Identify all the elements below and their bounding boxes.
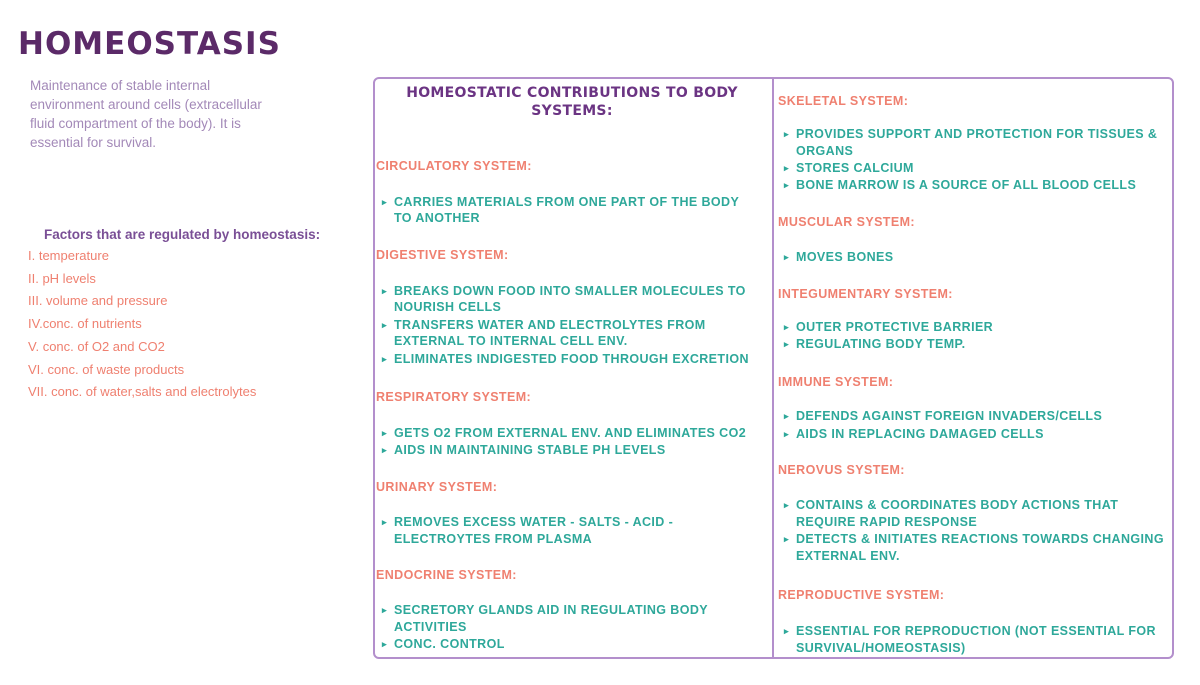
digestive-heading: DIGESTIVE SYSTEM: (376, 248, 509, 262)
endocrine-heading: ENDOCRINE SYSTEM: (376, 568, 517, 582)
bullet-text: DETECTS & INITIATES REACTIONS TOWARDS CHANGING (796, 532, 1164, 546)
systems-table-title-line: SYSTEMS: (531, 103, 613, 119)
nervous-item (784, 532, 1164, 546)
urinary-item (382, 515, 673, 529)
digestive-item (382, 318, 706, 332)
definition-line: Maintenance of stable internal (30, 78, 211, 93)
circulatory-heading: CIRCULATORY SYSTEM: (376, 159, 532, 173)
circulatory-item (382, 195, 739, 209)
bullet-text: BREAKS DOWN FOOD INTO SMALLER MOLECULES TO (394, 284, 746, 298)
bullet-text: AIDS IN MAINTAINING STABLE PH LEVELS (394, 443, 666, 457)
bullet-text: PROVIDES SUPPORT AND PROTECTION FOR TISSUES & (796, 127, 1158, 141)
endocrine-item-continued: ACTIVITIES (394, 620, 467, 634)
nervous-item-continued: EXTERNAL ENV. (796, 549, 900, 563)
definition-paragraph (30, 76, 330, 152)
integumentary-item (784, 337, 966, 351)
respiratory-heading: RESPIRATORY SYSTEM: (376, 390, 532, 404)
bullet-marker-icon: ▸ (784, 626, 789, 636)
reproductive-heading: REPRODUCTIVE SYSTEM: (778, 588, 945, 602)
factor-item: II. pH levels (28, 270, 96, 286)
nervous-heading: NEROVUS SYSTEM: (778, 463, 905, 477)
endocrine-item (382, 637, 505, 651)
respiratory-item (382, 426, 746, 440)
bullet-text: TRANSFERS WATER AND ELECTROLYTES FROM (394, 318, 706, 332)
bullet-text: OUTER PROTECTIVE BARRIER (796, 320, 994, 334)
circulatory-item-continued: TO ANOTHER (394, 211, 480, 225)
bullet-marker-icon: ▸ (784, 411, 789, 421)
bullet-text: CONTAINS & COORDINATES BODY ACTIONS THAT (796, 498, 1119, 512)
endocrine-item (382, 603, 708, 617)
bullet-text: MOVES BONES (796, 250, 894, 264)
bullet-marker-icon: ▸ (382, 605, 387, 615)
urinary-heading: URINARY SYSTEM: (376, 480, 498, 494)
immune-heading: IMMUNE SYSTEM: (778, 375, 894, 389)
nervous-item-continued: REQUIRE RAPID RESPONSE (796, 515, 978, 529)
integumentary-item (784, 320, 993, 334)
bullet-marker-icon: ▸ (784, 534, 789, 544)
bullet-text: GETS O2 FROM EXTERNAL ENV. AND ELIMINATES CO2 (394, 426, 747, 440)
bullet-marker-icon: ▸ (784, 339, 789, 349)
bullet-marker-icon: ▸ (382, 428, 387, 438)
factor-item: V. conc. of O2 and CO2 (28, 338, 165, 354)
bullet-text: DEFENDS AGAINST FOREIGN INVADERS/CELLS (796, 409, 1103, 423)
factor-item: III. volume and pressure (28, 293, 168, 309)
bullet-text: CARRIES MATERIALS FROM ONE PART OF THE BODY (394, 195, 740, 209)
definition-line: essential for survival. (30, 135, 157, 150)
digestive-item (382, 284, 746, 298)
digestive-item (382, 352, 749, 366)
urinary-item-continued: ELECTROYTES FROM PLASMA (394, 532, 593, 546)
bullet-marker-icon: ▸ (382, 354, 387, 364)
page-title: HOMEOSTASIS (18, 26, 281, 62)
systems-table-title (376, 84, 768, 120)
bullet-text: AIDS IN REPLACING DAMAGED CELLS (796, 427, 1044, 441)
reproductive-item-continued: SURVIVAL/HOMEOSTASIS) (796, 641, 966, 655)
bullet-text: ESSENTIAL FOR REPRODUCTION (NOT ESSENTIAL FOR (796, 624, 1156, 638)
bullet-marker-icon: ▸ (784, 163, 789, 173)
digestive-item-continued: NOURISH CELLS (394, 300, 502, 314)
bullet-text: CONC. CONTROL (394, 637, 505, 651)
digestive-item-continued: EXTERNAL TO INTERNAL CELL ENV. (394, 334, 628, 348)
factors-list (28, 245, 256, 404)
factor-item: I. temperature (28, 248, 109, 263)
factors-heading: Factors that are regulated by homeostasis: (44, 227, 321, 242)
skeletal-item (784, 161, 914, 175)
immune-item (784, 427, 1044, 441)
factor-item: VI. conc. of waste products (28, 361, 185, 377)
factor-item: IV.conc. of nutrients (28, 316, 142, 332)
bullet-text: REGULATING BODY TEMP. (796, 337, 966, 351)
reproductive-item (784, 624, 1156, 638)
bullet-marker-icon: ▸ (784, 500, 789, 510)
systems-table-title-line: HOMEOSTATIC CONTRIBUTIONS TO BODY (406, 85, 738, 101)
bullet-marker-icon: ▸ (382, 445, 387, 455)
nervous-item (784, 498, 1118, 512)
column-divider (772, 77, 774, 659)
skeletal-heading: SKELETAL SYSTEM: (778, 94, 909, 108)
bullet-marker-icon: ▸ (382, 286, 387, 296)
definition-line: environment around cells (extracellular (30, 97, 262, 112)
bullet-marker-icon: ▸ (382, 320, 387, 330)
bullet-text: SECRETORY GLANDS AID IN REGULATING BODY (394, 603, 709, 617)
bullet-marker-icon: ▸ (382, 517, 387, 527)
bullet-marker-icon: ▸ (784, 252, 789, 262)
definition-line: fluid compartment of the body). It is (30, 116, 241, 131)
bullet-marker-icon: ▸ (382, 197, 387, 207)
skeletal-item (784, 127, 1157, 141)
bullet-text: ELIMINATES INDIGESTED FOOD THROUGH EXCRETION (394, 352, 749, 366)
bullet-marker-icon: ▸ (784, 429, 789, 439)
integumentary-heading: INTEGUMENTARY SYSTEM: (778, 287, 953, 301)
muscular-item (784, 250, 893, 264)
bullet-marker-icon: ▸ (382, 639, 387, 649)
skeletal-item (784, 178, 1136, 192)
bullet-marker-icon: ▸ (784, 322, 789, 332)
bullet-text: BONE MARROW IS A SOURCE OF ALL BLOOD CELLS (796, 178, 1137, 192)
bullet-text: STORES CALCIUM (796, 161, 914, 175)
respiratory-item (382, 443, 666, 457)
immune-item (784, 409, 1102, 423)
bullet-text: REMOVES EXCESS WATER - SALTS - ACID - (394, 515, 674, 529)
bullet-marker-icon: ▸ (784, 129, 789, 139)
skeletal-item-continued: ORGANS (796, 144, 854, 158)
muscular-heading: MUSCULAR SYSTEM: (778, 215, 915, 229)
factor-item: VII. conc. of water,salts and electrolytes (28, 384, 257, 400)
bullet-marker-icon: ▸ (784, 180, 789, 190)
